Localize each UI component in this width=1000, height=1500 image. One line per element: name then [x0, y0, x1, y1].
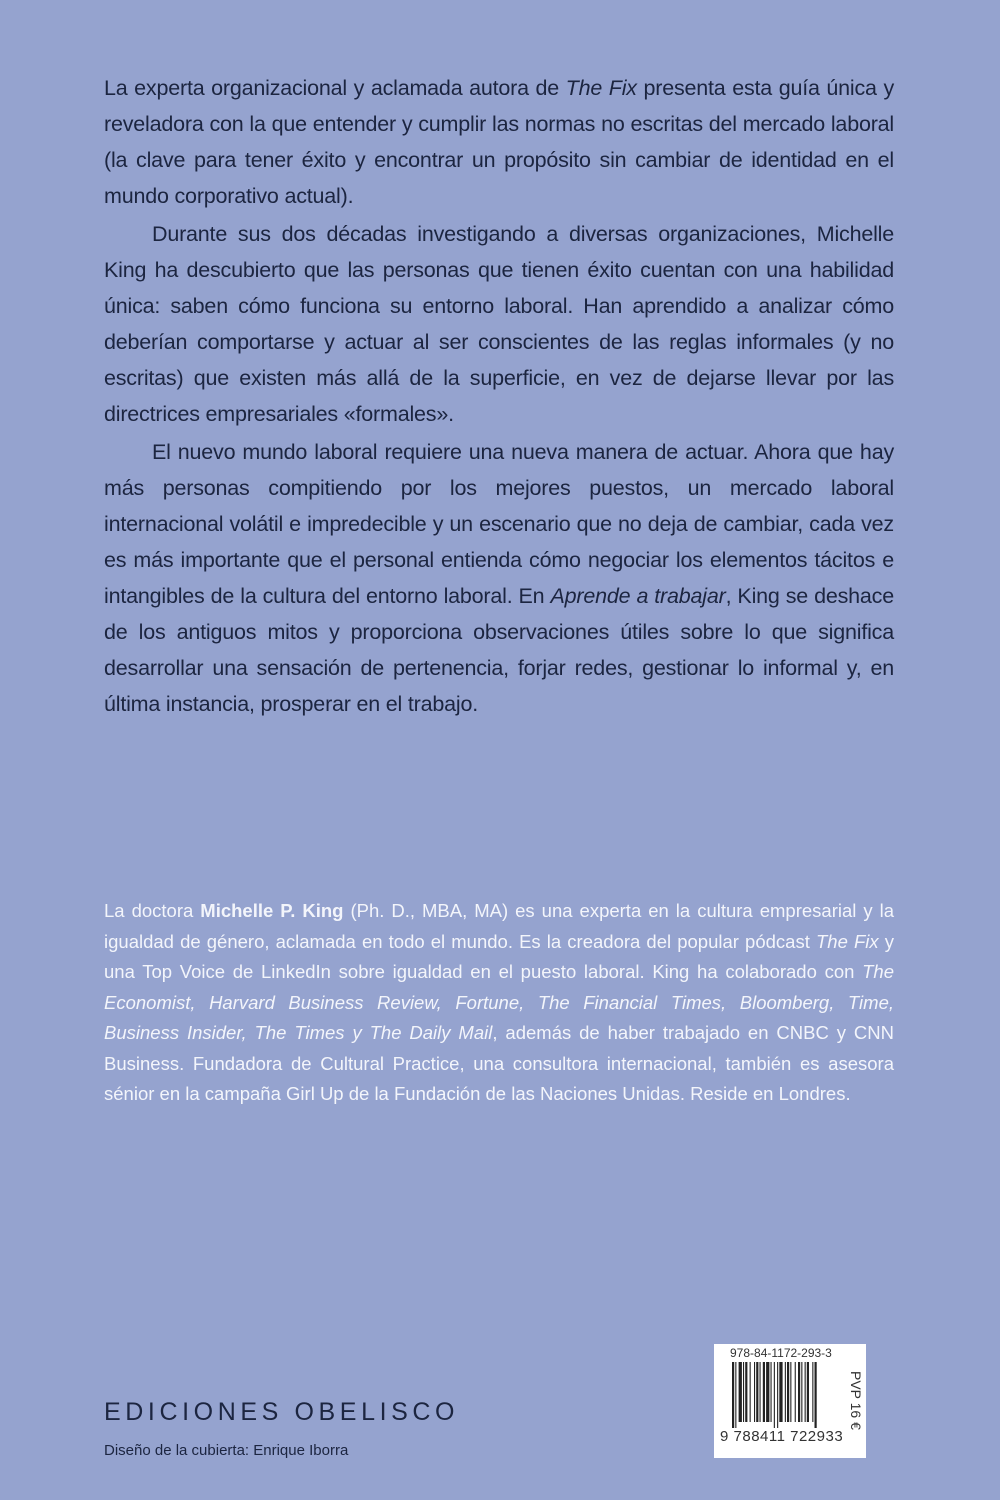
barcode-stripe: [763, 1362, 765, 1422]
podcast-title: The Fix: [815, 930, 879, 952]
barcode-stripe: [739, 1362, 742, 1422]
blurb-text: , King se deshace de los antiguos mitos y proporciona observaciones útiles sobre lo que significa desarrollar una sensación de pertenencia, forjar redes, gestionar lo informal y, en última instancia, prosperar en el trabajo.: [104, 584, 894, 716]
barcode-stripe: [735, 1362, 736, 1428]
blurb-paragraph-1: [104, 70, 894, 214]
author-bio: [104, 896, 894, 1110]
barcode-stripe: [798, 1362, 800, 1422]
barcode-stripe: [795, 1362, 796, 1422]
barcode-icon: [732, 1362, 844, 1428]
blurb-paragraph-3: [104, 434, 894, 722]
barcode-stripe: [750, 1362, 751, 1422]
barcode-stripe: [771, 1362, 772, 1422]
barcode-stripe: [760, 1362, 761, 1422]
book-title-the-fix: The Fix: [565, 76, 637, 100]
cover-design-credit: Diseño de la cubierta: Enrique Iborra: [104, 1442, 349, 1459]
barcode-stripe: [787, 1362, 789, 1422]
bio-text: (Ph. D., MBA, MA) es una experta en la cultura empresarial y la igualdad de género, aclamada en todo el mundo. Es la creadora del popular pódcast: [104, 900, 894, 952]
barcode-stripe: [812, 1362, 813, 1422]
author-name: Michelle P. King: [200, 900, 344, 921]
barcode-stripe: [777, 1362, 778, 1428]
barcode-stripe: [790, 1362, 791, 1422]
barcode-stripe: [774, 1362, 775, 1428]
ean-number: 9 788411 722933: [720, 1428, 844, 1445]
barcode-stripe: [756, 1362, 758, 1422]
barcode-stripe: [785, 1362, 786, 1422]
bio-text: y una Top Voice de LinkedIn sobre igualdad en el puesto laboral. King ha colaborado con: [104, 930, 895, 982]
price-label: PVP 16 €: [848, 1370, 864, 1430]
barcode-stripe: [815, 1362, 817, 1428]
barcode-stripe: [732, 1362, 734, 1428]
author-bio-paragraph: [104, 896, 894, 1110]
barcode-stripe: [745, 1362, 747, 1422]
blurb-paragraph-2: Durante sus dos décadas investigando a diversas organizaciones, Michelle King ha descubierto que las personas que tienen éxito cuentan con una habilidad única: saben cómo funciona su entorno laboral. Han aprendido a analizar cómo deberían comportarse y actuar al ser conscientes de las reglas informales (y no escritas) que existen más allá de la superficie, en vez de dejarse llevar por las directrices empresariales «formales».: [104, 222, 894, 426]
barcode-stripe: [779, 1362, 782, 1422]
bio-text: , además de haber trabajado en CNBC y CNN Business. Fundadora de Cultural Practice, una consultora internacional, también es asesora sénior en la campaña Girl Up de la Fundación de las Naciones Unidas. Reside en Londres.: [104, 1022, 894, 1104]
barcode-stripe: [766, 1362, 769, 1422]
isbn-number: 978-84-1172-293-3: [730, 1346, 832, 1360]
barcode-stripe: [801, 1362, 802, 1422]
barcode-stripe: [805, 1362, 806, 1422]
publisher-logo: EDICIONES OBELISCO: [104, 1398, 460, 1426]
back-cover-blurb: [104, 70, 894, 722]
barcode-stripe: [807, 1362, 809, 1422]
bio-text: La doctora: [104, 900, 201, 921]
barcode-stripe: [754, 1362, 755, 1422]
blurb-text: presenta esta guía única y reveladora con la que entender y cumplir las normas no escritas del mercado laboral (la clave para tener éxito y encontrar un propósito sin cambiar de identidad en el mundo corporativo actual).: [104, 76, 894, 208]
blurb-text: La experta organizacional y aclamada autora de: [104, 76, 566, 100]
blurb-text: El nuevo mundo laboral requiere una nueva manera de actuar. Ahora que hay más personas compitiendo por los mejores puestos, un mercado laboral internacional volátil e impredecible y un escenario que no deja de cambiar, cada vez es más importante que el personal entienda cómo negociar los elementos tácitos e intangibles de la cultura del entorno laboral. En: [104, 440, 894, 608]
book-title-aprende-a-trabajar: Aprende a trabajar: [550, 584, 726, 608]
media-outlets: The Economist, Harvard Business Review, Fortune, The Financial Times, Bloomberg, Time, Business Insider, The Times y The Daily Mail: [104, 961, 894, 1043]
barcode-box: [714, 1344, 866, 1458]
barcode-stripe: [743, 1362, 744, 1422]
